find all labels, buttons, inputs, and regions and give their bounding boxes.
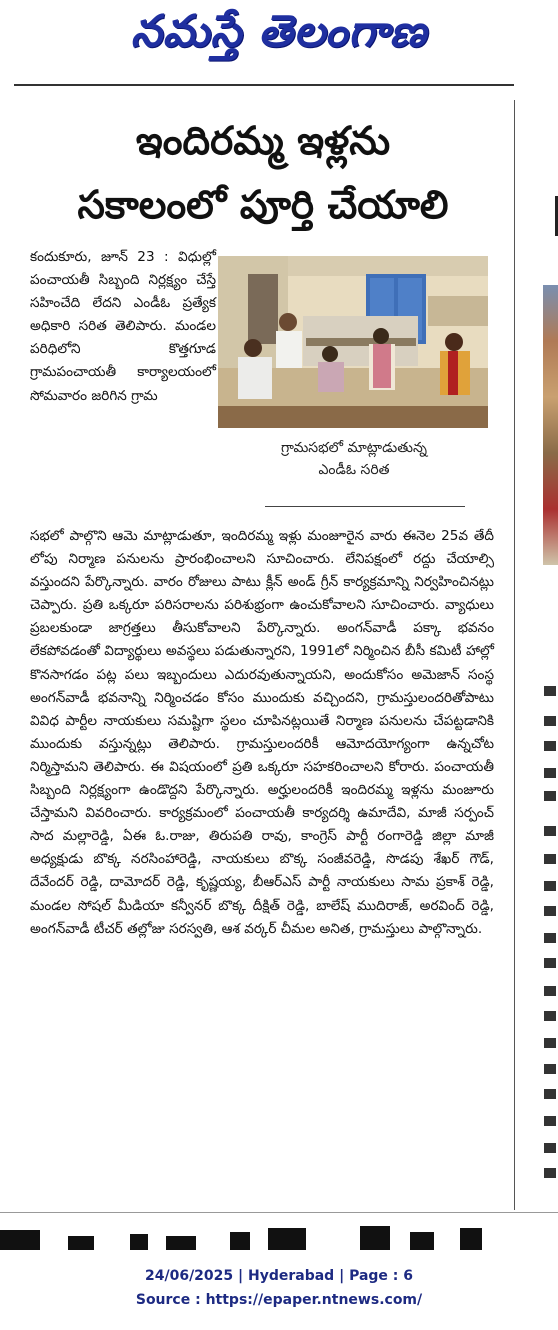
footer-date-edition: 24/06/2025 | Hyderabad | Page : 6 bbox=[144, 1268, 414, 1284]
masthead-divider bbox=[14, 84, 514, 86]
headline-line-1: ఇందిరమ్మ ఇళ్లను bbox=[135, 119, 391, 164]
cropped-heading-glyphs bbox=[0, 1222, 558, 1250]
article-body-narrow-column: కందుకూరు, జూన్ 23 : విధుల్లో పంచాయతీ సిబ్బంది నిర్లక్ష్యం చేస్తే సహించేది లేదని ఎండీఓ ప్రత్యేక అధికారి సరిత తెలిపారు. మండల పరిధిలోని కొత్తగూడ గ్రామపంచాయతీ కార్యాలయంలో సోమవారం జరిగిన గ్రామ bbox=[30, 249, 216, 404]
article-photo bbox=[218, 256, 488, 428]
adjacent-article-strip bbox=[515, 86, 558, 1226]
photo-caption-line-1: గ్రామసభలో మాట్లాడుతున్న bbox=[281, 440, 427, 456]
photo-caption-line-2: ఎండీఓ సరిత bbox=[318, 462, 390, 478]
headline-line-2: సకాలంలో పూర్తి చేయాలి bbox=[77, 183, 449, 228]
photo-caption bbox=[224, 437, 484, 481]
article-body-wide-column: సభలో పాల్గొని ఆమె మాట్లాడుతూ, ఇందిరమ్మ ఇళ్లు మంజూరైన వారు ఈనెల 25వ తేదీ లోపు నిర్మాణ పనులను ప్రారంభించాలని సూచించారు. లేనిపక్షంలో రద్దు చేయాల్సి వస్తుందని పేర్కొన్నారు. వారం రోజులు పాటు క్లీన్ అండ్ గ్రీన్ కార్యక్రమాన్ని నిర్వహించినట్లు చెప్పారు. ప్రతి ఒక్కరూ పరిసరాలను పరిశుభ్రంగా ఉంచుకోవాలని సూచించారు. వ్యాధులు ప్రబలకుండా జాగ్రత్తలు తీసుకోవాలని పేర్కొన్నారు. అంగన్‌వాడీ పక్కా భవనం లేకపోవడంతో విద్యార్థులు అవస్థలు పడుతున్నారని, 1991లో నిర్మించిన బీసీ కమిటీ హాల్లో కొనసాగడం పట్ల పలు ఇబ్బందులు ఎదురవుతున్నాయని, అందుకోసం అమెజాన్ సంస్థ అంగన్‌వాడీ భవనాన్ని నిర్మించడం కోసం ముందుకు వచ్చిందని, గ్రామస్తులందరితోపాటు వివిధ పార్టీల నాయకులు సమష్టిగా స్థలం చూపినట్లయితే నిర్మాణ పనులను చేపట్టడానికి ముందుకు వస్తున్నట్లు తెలిపారు. గ్రామస్తులందరికీ ఆమోదయోగ్యంగా ఉన్నచోట నిర్మిస్తామని తెలిపారు. ఈ విషయంలో ప్రతి ఒక్కరూ సహకరించాలని కోరారు. పంచాయతీ సిబ్బంది నిర్లక్ష్యంగా ఉండొద్దని పేర్కొన్నారు. అర్హులందరికీ ఇందిరమ్మ ఇళ్లను మంజూరు చేస్తామని వివరించారు. కార్యక్రమంలో పంచాయతీ కార్యదర్శి ఉమాదేవి, మాజీ సర్పంచ్ సాద మల్లారెడ్డి, ఏఈ ఓ.రాజు, తిరుపతి రావు, కాంగ్రెస్ పార్టీ రంగారెడ్డి జిల్లా మాజీ అధ్యక్షుడు బొక్క నరసింహారెడ్డి, నాయకులు బొక్క సంజీవరెడ్డి, సొడపు శేఖర్ గౌడ్, దేవేందర్ రెడ్డి, దామోదర్ రెడ్డి, కృష్ణయ్య, బీఆర్ఎస్ పార్టీ నాయకులు సామ ప్రకాశ్ రెడ్డి, మండల సోషల్ మీడియా కన్వీనర్ బొక్క దీక్షిత్ రెడ్డి, బాలేష్ ముదిరాజ్, అరవింద్ రెడ్డి, అంగన్‌వాడీ టీచర్ తల్లోజు సరస్వతి, ఆశ వర్కర్ చీమల అనిత, గ్రామస్తులు పాల్గొన్నారు. bbox=[30, 528, 494, 937]
meeting-photo-illustration bbox=[218, 256, 488, 428]
masthead bbox=[0, 0, 558, 80]
masthead-title: నమస్తే తెలంగాణ bbox=[130, 6, 428, 57]
next-article-heading-fragment bbox=[0, 1222, 558, 1250]
caption-divider bbox=[265, 506, 465, 507]
bottom-divider bbox=[0, 1212, 558, 1213]
adjacent-article-text-fragments bbox=[515, 86, 558, 1226]
footer-source: Source : https://epaper.ntnews.com/ bbox=[135, 1292, 423, 1308]
